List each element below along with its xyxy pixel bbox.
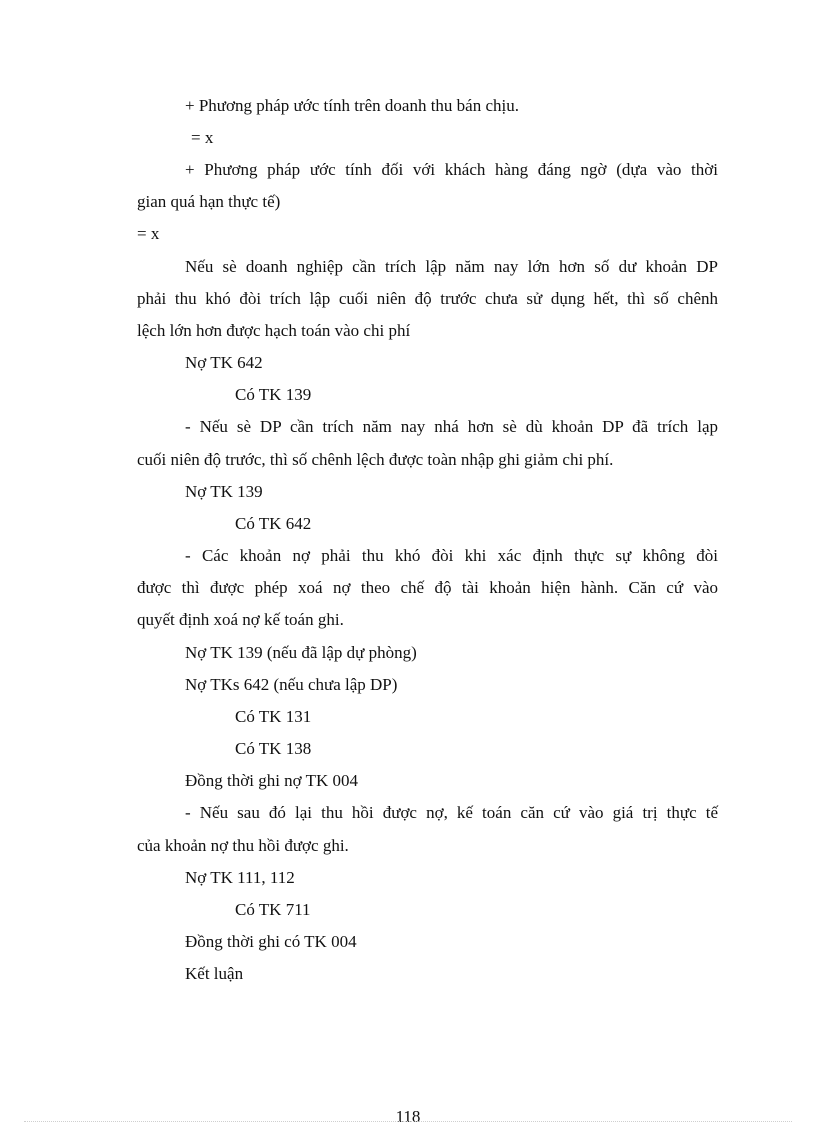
method-1-line: + Phương pháp ước tính trên doanh thu bán chịu. xyxy=(185,96,519,115)
entry-credit-004: Đồng thời ghi có TK 004 xyxy=(185,932,357,951)
footer-divider xyxy=(24,1121,792,1122)
entry-credit-711: Có TK 711 xyxy=(235,900,311,919)
paragraph-4-line-1: - Nếu sau đó lại thu hồi được nợ, kế toán căn cứ vào giá trị thực tế xyxy=(185,803,718,822)
conclusion-heading: Kết luận xyxy=(185,964,244,983)
paragraph-1-line-2: phải thu khó đòi trích lập cuối niên độ trước chưa sử dụng hết, thì số chênh xyxy=(137,289,718,308)
entry-credit-139: Có TK 139 xyxy=(235,385,312,404)
formula-line-1: = x xyxy=(191,128,214,147)
entry-debit-111-112: Nợ TK 111, 112 xyxy=(185,868,295,887)
paragraph-1-line-1: Nếu sè doanh nghiệp cần trích lập năm nay lớn hơn số dư khoản DP xyxy=(185,257,718,276)
entry-debit-642: Nợ TK 642 xyxy=(185,353,263,372)
paragraph-1-line-3: lệch lớn hơn được hạch toán vào chi phí xyxy=(137,321,411,340)
entry-debit-004: Đồng thời ghi nợ TK 004 xyxy=(185,771,359,790)
entry-credit-642: Có TK 642 xyxy=(235,514,312,533)
entry-debit-642-no-provision: Nợ TKs 642 (nếu chưa lập DP) xyxy=(185,675,398,694)
method-2-line: + Phương pháp ước tính đối với khách hàng đáng ngờ (dựa vào thời xyxy=(185,160,718,179)
paragraph-3-line-1: - Các khoản nợ phải thu khó đòi khi xác định thực sự không đòi xyxy=(185,546,718,565)
entry-debit-139-provision: Nợ TK 139 (nếu đã lập dự phòng) xyxy=(185,643,417,662)
page-number: 118 xyxy=(395,1107,421,1126)
entry-credit-131: Có TK 131 xyxy=(235,707,312,726)
method-2-line-cont: gian quá hạn thực tế) xyxy=(137,192,281,211)
paragraph-2-line-1: - Nếu sè DP cần trích năm nay nhá hơn sè dù khoản DP đã trích lạp xyxy=(185,417,718,436)
paragraph-4-line-2: của khoản nợ thu hồi được ghi. xyxy=(137,836,349,855)
paragraph-3-line-3: quyết định xoá nợ kế toán ghi. xyxy=(137,610,344,629)
paragraph-2-line-2: cuối niên độ trước, thì số chênh lệch được toàn nhập ghi giảm chi phí. xyxy=(137,450,614,469)
paragraph-3-line-2: được thì được phép xoá nợ theo chế độ tài khoản hiện hành. Căn cứ vào xyxy=(137,578,718,597)
formula-line-2: = x xyxy=(137,224,160,243)
entry-debit-139: Nợ TK 139 xyxy=(185,482,263,501)
entry-credit-138: Có TK 138 xyxy=(235,739,312,758)
